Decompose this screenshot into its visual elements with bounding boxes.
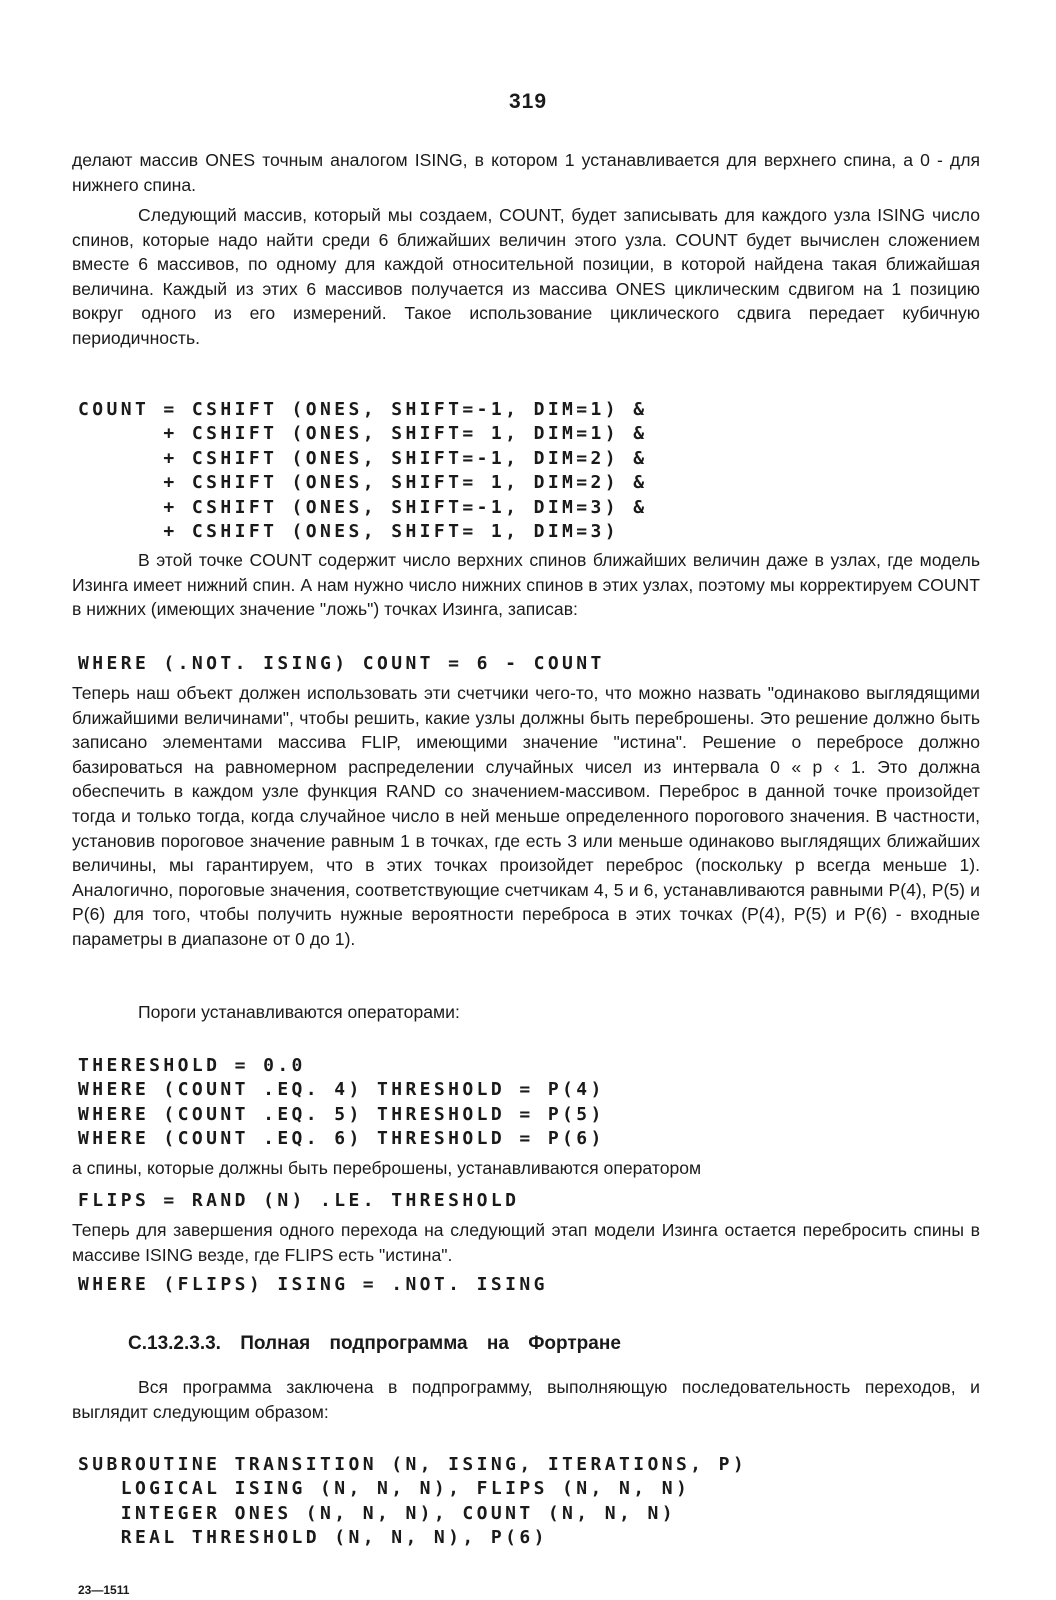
code-flips-rand: FLIPS = RAND (N) .LE. THRESHOLD (78, 1190, 520, 1211)
paragraph-transition-end: Теперь для завершения одного перехода на следующий этап модели Изинга остается перебросить спины в массиве ISING везде, где FLIPS есть "истина". (72, 1220, 980, 1265)
paragraph-count-correction: В этой точке COUNT содержит число верхних спинов ближайших величин даже в узлах, где модель Изинга имеет нижний спин. А нам нужно число нижних спинов в этих узлах, поэтому мы корректируем COUNT в нижних (имеющих значение "ложь") точках Изинга, записав: (72, 550, 980, 620)
page-number: 319 (508, 90, 548, 113)
paragraph-ones-analog: делают массив ONES точным аналогом ISING, в котором 1 устанавливается для верхнего спина, а 0 - для нижнего спина. (72, 150, 980, 195)
paragraph-subroutine-intro: Вся программа заключена в подпрограмму, выполняющую последовательность переходов, и выглядит следующим образом: (72, 1377, 980, 1422)
paragraph-count-array: Следующий массив, который мы создаем, COUNT, будет записывать для каждого узла ISING число спинов, которые надо найти среди 6 ближайших величин этого узла. COUNT будет вычислен сложением вместе 6 массивов, по одному для каждой относительной позиции, в которой найдена такая ближайшая величина. Каждый из этих 6 массивов получается из массива ONES циклическим сдвигом на 1 позицию вокруг одного из его измерений. Такое использование циклического сдвига передает кубичную периодичность. (72, 205, 980, 348)
code-threshold-where: THERESHOLD = 0.0 WHERE (COUNT .EQ. 4) THRESHOLD = P(4) WHERE (COUNT .EQ. 5) THRESHOLD = P(5) WHERE (COUNT .EQ. 6) THRESHOLD = P(6) (78, 1055, 605, 1150)
section-heading: С.13.2.3.3. Полная подпрограмма на Фортране (128, 1333, 621, 1354)
code-count-cshift: COUNT = CSHIFT (ONES, SHIFT=-1, DIM=1) & + CSHIFT (ONES, SHIFT= 1, DIM=1) & + CSHIFT (ONES, SHIFT=-1, DIM=2) & + CSHIFT (ONES, SHIFT= 1, DIM=2) & + CSHIFT (ONES, SHIFT=-1, DIM=3) & + CSHIFT (ONES, SHIFT= 1, DIM=3) (78, 399, 648, 543)
paragraph-thresholds-intro: Пороги устанавливаются операторами: (138, 1002, 460, 1022)
code-where-flips: WHERE (FLIPS) ISING = .NOT. ISING (78, 1274, 548, 1295)
code-where-not-ising: WHERE (.NOT. ISING) COUNT = 6 - COUNT (78, 653, 605, 674)
paragraph-flip-decision: Теперь наш объект должен использовать эти счетчики чего-то, что можно назвать "одинаково выглядящими ближайшими величинами", чтобы решить, какие узлы должны быть переброшены. Это решение должно быть записано элементами массива FLIP, имеющими значение "истина". Решение о перебросе должно базироваться на равномерном распределении случайных чисел из интервала 0 « p ‹ 1. Это должна обеспечить в каждом узле функция RAND со значением-массивом. Переброс в данной точке произойдет тогда и только тогда, когда случайное число в ней меньше определенного порогового значения. В частности, установив пороговое значение равным 1 в точках, где есть 3 или меньше одинаково выглядящих ближайших величины, мы гарантируем, что в этих точках произойдет переброс (поскольку p всегда меньше 1). Аналогично, пороговые значения, соответствующие счетчикам 4, 5 и 6, устанавливаются равными P(4), P(5) и P(6) для того, чтобы получить нужные вероятности переброса в этих точках (P(4), P(5) и P(6) - входные параметры в диапазоне от 0 до 1). (72, 683, 980, 949)
code-subroutine-transition: SUBROUTINE TRANSITION (N, ISING, ITERATIONS, P) LOGICAL ISING (N, N, N), FLIPS (N, N, N) INTEGER ONES (N, N, N), COUNT (N, N, N) REAL THRESHOLD (N, N, N), P(6) (78, 1454, 748, 1549)
paragraph-flips-operator: а спины, которые должны быть переброшены, устанавливаются оператором (72, 1158, 702, 1178)
printer-signature: 23—1511 (78, 1583, 130, 1597)
